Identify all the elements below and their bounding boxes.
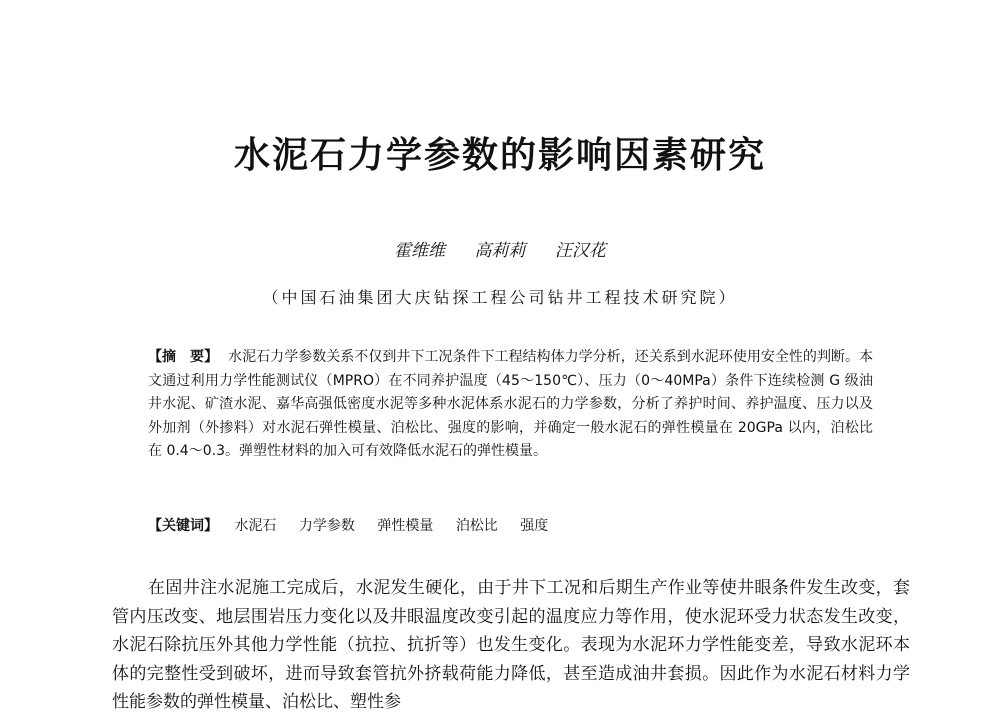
keyword: 力学参数 — [298, 518, 355, 534]
author-list — [0, 240, 1000, 262]
abstract-text: 水泥石力学参数关系不仅到井下工况条件下工程结构体力学分析，还关系到水泥环使用安全性的判断。本文通过利用力学性能测试仪（MPRO）在不同养护温度（45～150℃）、压力（0～40MPa）条件下连续检测 G 级油井水泥、矿渣水泥、嘉华高强低密度水泥等多种水泥体系水泥石的力学参数，分析了养护时间、养护温度、压力以及外加剂（外掺料）对水泥石弹性模量、泊松比、强度的影响，并确定一般水泥石的弹性模量在 20GPa 以内，泊松比在 0.4～0.3。弹塑性材料的加入可有效降低水泥石的弹性模量。 — [148, 349, 874, 460]
keyword: 水泥石 — [234, 518, 277, 534]
keyword: 强度 — [520, 518, 549, 534]
paper-title: 水泥石力学参数的影响因素研究 — [233, 134, 766, 176]
abstract-label: 【摘 要】 — [148, 349, 219, 365]
author-name: 高莉莉 — [474, 241, 526, 261]
author-name: 汪汉花 — [554, 241, 606, 261]
keywords — [148, 515, 873, 537]
keyword: 泊松比 — [455, 518, 498, 534]
affiliation: （中国石油集团大庆钻探工程公司钻井工程技术研究院） — [262, 288, 738, 307]
author-name: 霍维维 — [394, 241, 446, 261]
abstract — [148, 346, 873, 464]
keyword: 弹性模量 — [377, 518, 434, 534]
body-paragraph: 在固井注水泥施工完成后，水泥发生硬化，由于井下工况和后期生产作业等使井眼条件发生改变，套管内压改变、地层围岩压力变化以及井眼温度改变引起的温度应力等作用，使水泥环受力状态发生改变，水泥石除抗压外其他力学性能（抗拉、抗折等）也发生变化。表现为水泥环力学性能变差，导致水泥环本体的完整性受到破坏，进而导致套管抗外挤载荷能力降低，甚至造成油井套损。因此作为水泥石材料力学性能参数的弹性模量、泊松比、塑性参 — [112, 578, 910, 712]
keywords-label: 【关键词】 — [148, 518, 218, 534]
